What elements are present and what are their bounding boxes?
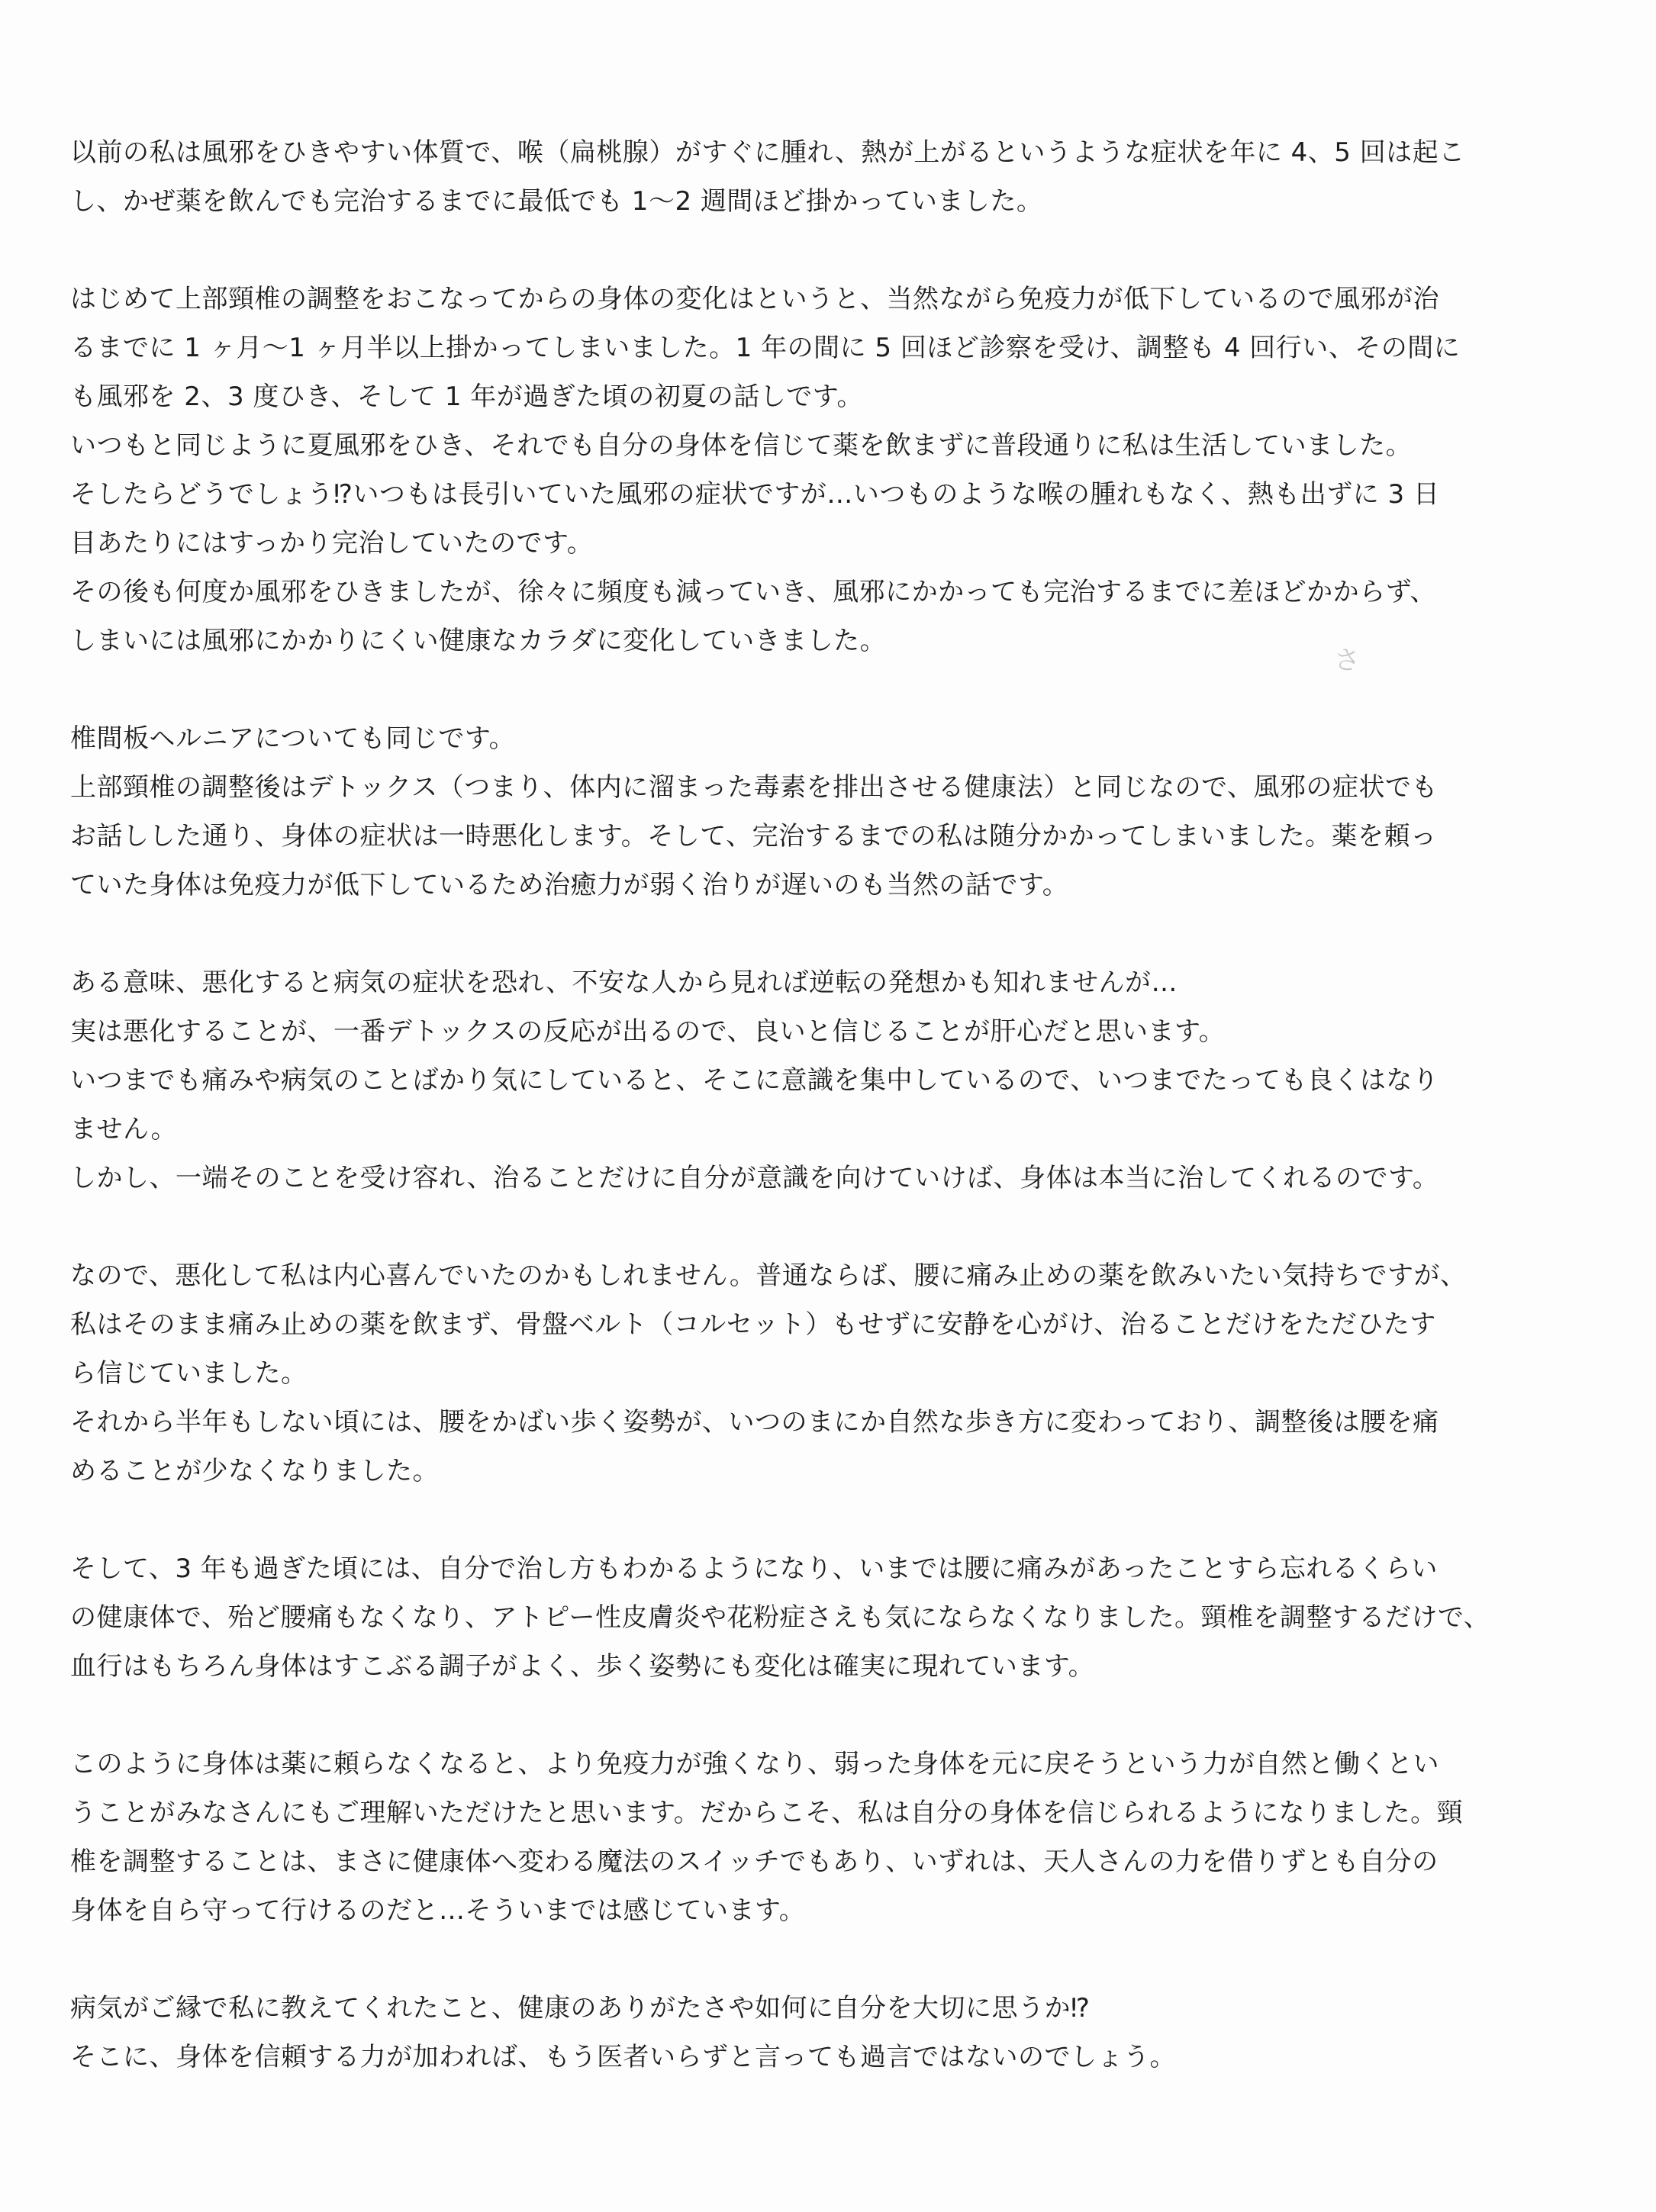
paragraph-conclusion	[70, 1984, 1604, 2082]
paragraph-pain-relief	[70, 1251, 1604, 1496]
text-line: 身体を自ら守って行けるのだと…そういまでは感じています。	[70, 1895, 806, 1926]
text-line: それから半年もしない頃には、腰をかばい歩く姿勢が、いつのまにか自然な歩き方に変わっており、調整後は腰を痛	[70, 1407, 1439, 1438]
pencil-mark: さ	[1334, 646, 1360, 676]
text-line: の健康体で、殆ど腰痛もなくなり、アトピー性皮膚炎や花粉症さえも気にならなくなりました。頸椎を調整するだけで、	[70, 1602, 1490, 1633]
text-line: し、かぜ薬を飲んでも完治するまでに最低でも 1～2 週間ほど掛かっていました。	[70, 186, 1043, 217]
text-line: ある意味、悪化すると病気の症状を恐れ、不安な人から見れば逆転の発想かも知れませんが…	[70, 968, 1178, 998]
paragraph-three-years	[70, 1544, 1604, 1691]
text-line: ら信じていました。	[70, 1358, 308, 1389]
text-line: そして、3 年も過ぎた頃には、自分で治し方もわかるようになり、いまでは腰に痛みがあったことすら忘れるくらい	[70, 1554, 1438, 1584]
text-line: 私はそのまま痛み止めの薬を飲まず、骨盤ベルト（コルセット）もせずに安静を心がけ、治ることだけをただひたす	[70, 1309, 1436, 1340]
text-line: このように身体は薬に頼らなくなると、より免疫力が強くなり、弱った身体を元に戻そうという力が自然と働くとい	[70, 1749, 1439, 1779]
text-line: も風邪を 2、3 度ひき、そして 1 年が過ぎた頃の初夏の話しです。	[70, 382, 864, 412]
paragraph-first-adjustment	[70, 275, 1604, 665]
paragraph-gap	[70, 665, 1604, 714]
paragraph-cold-history	[70, 128, 1604, 226]
text-line: めることが少なくなりました。	[70, 1456, 439, 1486]
text-line: 椎間板ヘルニアについても同じです。	[70, 723, 516, 754]
paragraph-gap	[70, 910, 1604, 958]
text-line: しまいには風邪にかかりにくい健康なカラダに変化していきました。	[70, 626, 887, 656]
text-line: いつもと同じように夏風邪をひき、それでも自分の身体を信じて薬を飲まずに普段通りに私は生活していました。	[70, 430, 1413, 461]
paragraph-gap	[70, 1203, 1604, 1251]
text-line: はじめて上部頸椎の調整をおこなってからの身体の変化はというと、当然ながら免疫力が低下しているので風邪が治	[70, 284, 1439, 314]
text-line: しかし、一端そのことを受け容れ、治ることだけに自分が意識を向けていけば、身体は本当に治してくれるのです。	[70, 1163, 1439, 1193]
paragraph-immunity	[70, 1740, 1604, 1935]
text-line: るまでに 1 ヶ月～1 ヶ月半以上掛かってしまいました。1 年の間に 5 回ほど診察を受け、調整も 4 回行い、その間に	[70, 333, 1461, 363]
text-line: ていた身体は免疫力が低下しているため治癒力が弱く治りが遅いのも当然の話です。	[70, 870, 1069, 900]
text-line: 以前の私は風邪をひきやすい体質で、喉（扁桃腺）がすぐに腫れ、熱が上がるというような症状を年に 4、5 回は起こ	[70, 137, 1465, 168]
text-line: 病気がご縁で私に教えてくれたこと、健康のありがたさや如何に自分を大切に思うか⁉	[70, 1993, 1091, 2024]
paragraph-gap	[70, 226, 1604, 275]
text-line: 目あたりにはすっかり完治していたのです。	[70, 528, 594, 559]
paragraph-hernia	[70, 714, 1604, 910]
text-line: 血行はもちろん身体はすこぶる調子がよく、歩く姿勢にも変化は確実に現れています。	[70, 1651, 1095, 1682]
text-line: その後も何度か風邪をひきましたが、徐々に頻度も減っていき、風邪にかかっても完治するまでに差ほどかからず、	[70, 577, 1436, 607]
paragraph-gap	[70, 1691, 1604, 1740]
text-line: いつまでも痛みや病気のことばかり気にしていると、そこに意識を集中しているので、いつまでたっても良くはなり	[70, 1065, 1439, 1096]
text-line: なので、悪化して私は内心喜んでいたのかもしれません。普通ならば、腰に痛み止めの薬を飲みいたい気持ちですが、	[70, 1261, 1467, 1291]
text-line: そしたらどうでしょう⁉いつもは長引いていた風邪の症状ですが…いつものような喉の腫れもなく、熱も出ずに 3 日	[70, 479, 1440, 510]
text-line: 上部頸椎の調整後はデトックス（つまり、体内に溜まった毒素を排出させる健康法）と同じなので、風邪の症状でも	[70, 772, 1438, 803]
text-line: お話しした通り、身体の症状は一時悪化します。そして、完治するまでの私は随分かかってしまいました。薬を頼っ	[70, 821, 1437, 852]
text-line: うことがみなさんにもご理解いただけたと思います。だからこそ、私は自分の身体を信じられるようになりました。頸	[70, 1798, 1464, 1828]
paragraph-worsening	[70, 958, 1604, 1203]
text-line: ません。	[70, 1114, 178, 1145]
text-line: 椎を調整することは、まさに健康体へ変わる魔法のスイッチでもあり、いずれは、天人さんの力を借りずとも自分の	[70, 1847, 1439, 1877]
essay-body	[70, 128, 1604, 2082]
text-line: そこに、身体を信頼する力が加われば、もう医者いらずと言っても過言ではないのでしょう。	[70, 2042, 1176, 2072]
paragraph-gap	[70, 1496, 1604, 1544]
text-line: 実は悪化することが、一番デトックスの反応が出るので、良いと信じることが肝心だと思います。	[70, 1016, 1226, 1047]
paragraph-gap	[70, 1935, 1604, 1984]
